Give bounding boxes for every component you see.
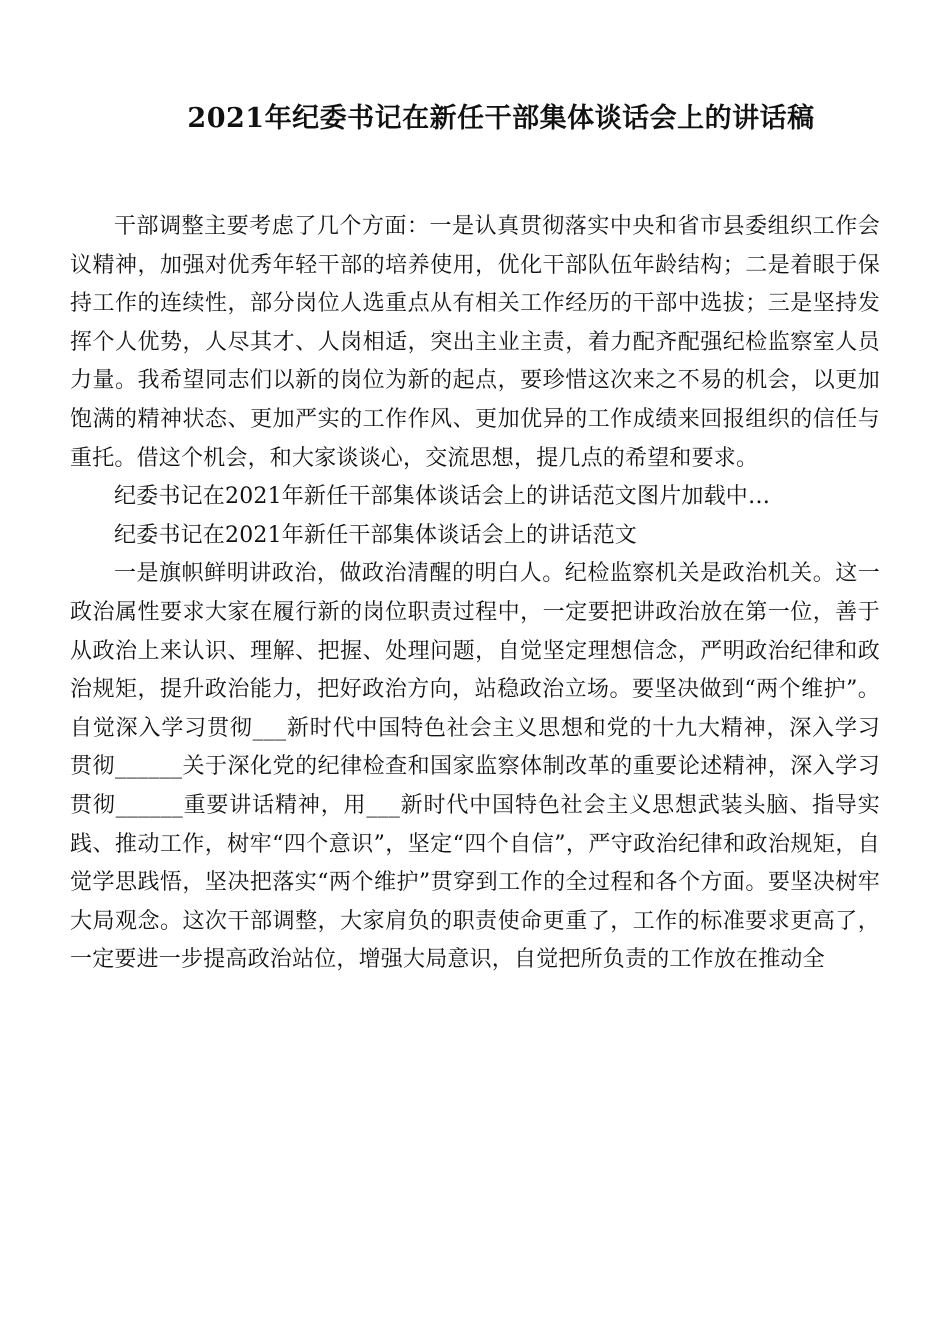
document-body xyxy=(70,208,880,980)
document-title: 2021年纪委书记在新任干部集体谈话会上的讲话稿 xyxy=(187,103,815,134)
paragraph: 一是旗帜鲜明讲政治，做政治清醒的明白人。纪检监察机关是政治机关。这一政治属性要求大家在履行新的岗位职责过程中，一定要把讲政治放在第一位，善于从政治上来认识、理解、把握、处理问题，自觉坚定理想信念，严明政治纪律和政治规矩，提升政治能力，把好政治方向，站稳政治立场。要坚决做到“两个维护”。自觉深入学习贯彻___新时代中国特色社会主义思想和党的十九大精神，深入学习贯彻______关于深化党的纪律检查和国家监察体制改革的重要论述精神，深入学习贯彻______重要讲话精神，用___新时代中国特色社会主义思想武装头脑、指导实践、推动工作，树牢“四个意识”，坚定“四个自信”，严守政治纪律和政治规矩，自觉学思践悟，坚决把落实“两个维护”贯穿到工作的全过程和各个方面。要坚决树牢大局观念。这次干部调整，大家肩负的职责使命更重了，工作的标准要求更高了，一定要进一步提高政治站位，增强大局意识，自觉把所负责的工作放在推动全 xyxy=(70,561,880,973)
paragraph: 干部调整主要考虑了几个方面：一是认真贯彻落实中央和省市县委组织工作会议精神，加强对优秀年轻干部的培养使用，优化干部队伍年龄结构；二是着眼于保持工作的连续性，部分岗位人选重点从有相关工作经历的干部中选拔；三是坚持发挥个人优势，人尽其才、人岗相适，突出主业主责，着力配齐配强纪检监察室人员力量。我希望同志们以新的岗位为新的起点，要珍惜这次来之不易的机会，以更加饱满的精神状态、更加严实的工作作风、更加优异的工作成绩来回报组织的信任与重托。借这个机会，和大家谈谈心，交流思想，提几点的希望和要求。 xyxy=(70,214,880,471)
paragraph: 纪委书记在2021年新任干部集体谈话会上的讲话范文 xyxy=(114,522,637,548)
paragraph: 纪委书记在2021年新任干部集体谈话会上的讲话范文图片加载中… xyxy=(114,484,771,510)
